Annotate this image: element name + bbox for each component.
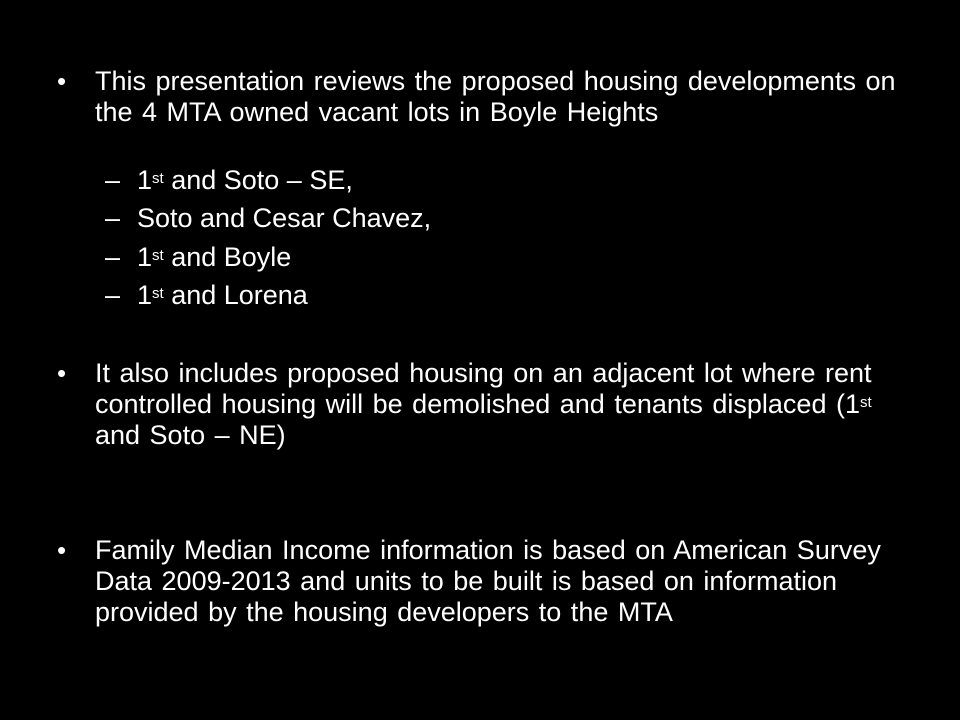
bullet-2-text-main: It also includes proposed housing on an adjacent lot where rent controlled housing will be demolished and tenants displaced (1 bbox=[95, 358, 872, 419]
sub-item-2 bbox=[105, 203, 431, 234]
dash-mark: – bbox=[105, 165, 121, 195]
bullet-3-text: Family Median Income information is based on American Survey Data 2009-2013 and units to be built is based on information provided by the housing developers to the MTA bbox=[95, 535, 881, 627]
bullet-mark: • bbox=[57, 535, 67, 565]
sub-item-2-text: Soto and Cesar Chavez, bbox=[137, 203, 432, 233]
sub-item-4-text: and Lorena bbox=[163, 280, 308, 310]
bullet-2-text bbox=[95, 358, 915, 451]
bullet-mark: • bbox=[57, 358, 67, 388]
sub-item-1-num: 1 bbox=[137, 165, 153, 195]
sub-item-1-text: and Soto – SE, bbox=[163, 165, 353, 195]
sub-item-3-sup: st bbox=[152, 247, 164, 264]
sub-item-1-sup: st bbox=[152, 170, 164, 187]
sub-item-4 bbox=[105, 280, 308, 311]
sub-item-4-num: 1 bbox=[137, 280, 153, 310]
sub-item-3-num: 1 bbox=[137, 242, 153, 272]
dash-mark: – bbox=[105, 242, 121, 272]
bullet-2-sup: st bbox=[859, 394, 872, 411]
sub-item-3-text: and Boyle bbox=[163, 242, 292, 272]
sub-item-1 bbox=[105, 165, 353, 196]
bullet-1-text: This presentation reviews the proposed housing developments on the 4 MTA owned vacant lots in Boyle Heights bbox=[95, 66, 896, 127]
bullet-2-text-end: and Soto – NE) bbox=[95, 420, 286, 450]
dash-mark: – bbox=[105, 203, 121, 233]
bullet-mark: • bbox=[57, 66, 67, 96]
sub-item-4-sup: st bbox=[152, 285, 164, 302]
sub-item-3 bbox=[105, 242, 291, 273]
dash-mark: – bbox=[105, 280, 121, 310]
